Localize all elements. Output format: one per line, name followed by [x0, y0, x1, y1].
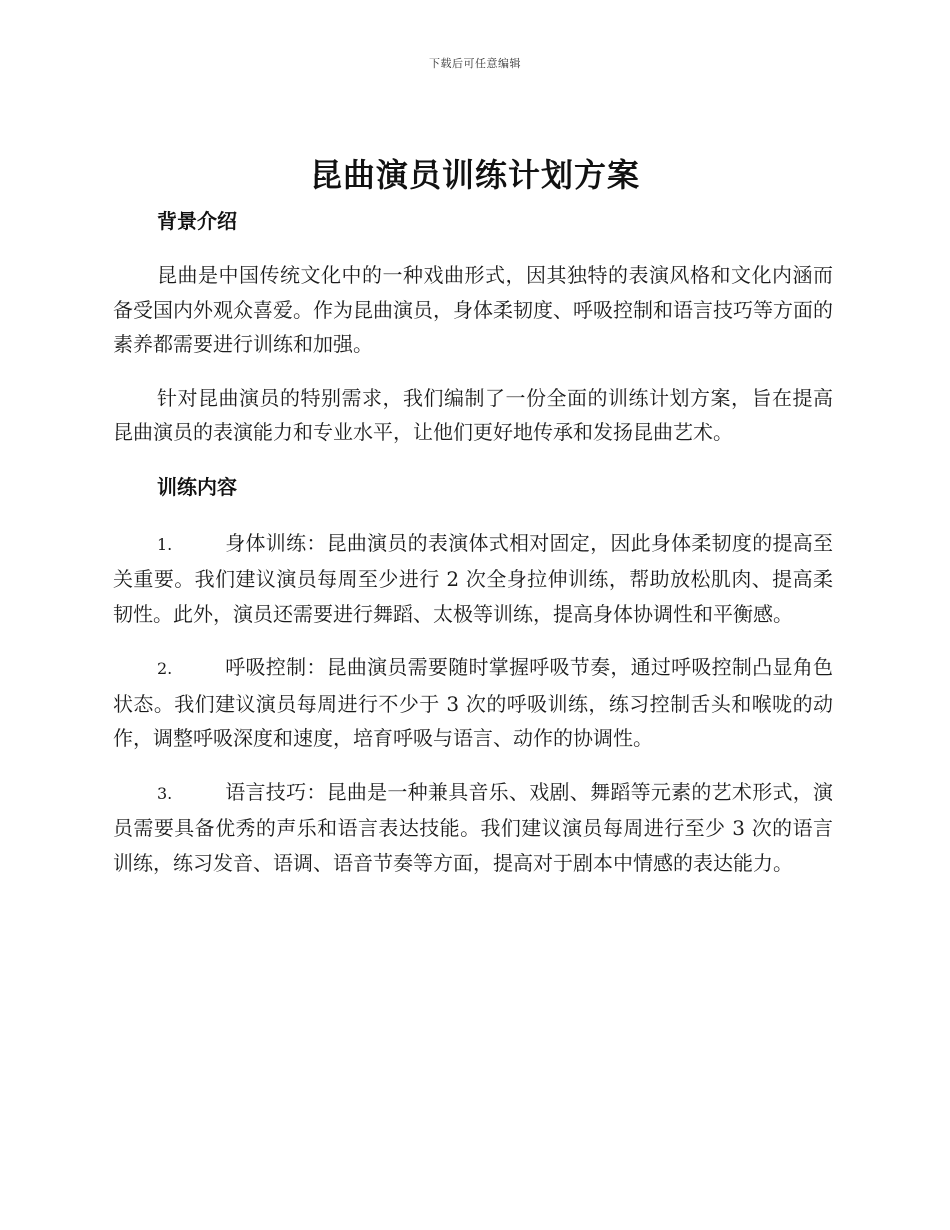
section-heading-training-content: 训练内容	[157, 474, 237, 499]
list-item-number: 3.	[157, 783, 173, 803]
section-heading-background: 背景介绍	[157, 209, 237, 233]
list-item-number: 2.	[157, 659, 173, 678]
list-item-text: 语言技巧：昆曲是一种兼具音乐、戏剧、舞蹈等元素的艺术形式，演员需要具备优秀的声乐和语言表达技能。我们建议演员每周进行至少 3 次的语言训练，练习发音、语调、语音节奏等方面，提高对于剧本中情感的表达能力。	[113, 779, 833, 875]
background-paragraph-2: 针对昆曲演员的特别需求，我们编制了一份全面的训练计划方案，旨在提高昆曲演员的表演能力和专业水平，让他们更好地传承和发扬昆曲艺术。	[113, 385, 833, 444]
background-paragraph-1: 昆曲是中国传统文化中的一种戏曲形式，因其独特的表演风格和文化内涵而备受国内外观众喜爱。作为昆曲演员，身体柔韧度、呼吸控制和语言技巧等方面的素养都需要进行训练和加强。	[113, 263, 833, 356]
document-body	[113, 204, 833, 880]
list-item	[113, 650, 833, 756]
header-note: 下载后可任意编辑	[429, 57, 521, 70]
list-item	[113, 775, 833, 881]
list-item	[113, 526, 833, 632]
list-item-text: 呼吸控制：昆曲演员需要随时掌握呼吸节奏，通过呼吸控制凸显角色状态。我们建议演员每周进行不少于 3 次的呼吸训练，练习控制舌头和喉咙的动作，调整呼吸深度和速度，培育呼吸与语言、动作的协调性。	[113, 655, 833, 750]
list-item-number: 1.	[157, 534, 173, 554]
list-item-text: 身体训练：昆曲演员的表演体式相对固定，因此身体柔韧度的提高至关重要。我们建议演员每周至少进行 2 次全身拉伸训练，帮助放松肌肉、提高柔韧性。此外，演员还需要进行舞蹈、太极等训练，提高身体协调性和平衡感。	[113, 530, 833, 626]
document-title: 昆曲演员训练计划方案	[309, 156, 640, 194]
